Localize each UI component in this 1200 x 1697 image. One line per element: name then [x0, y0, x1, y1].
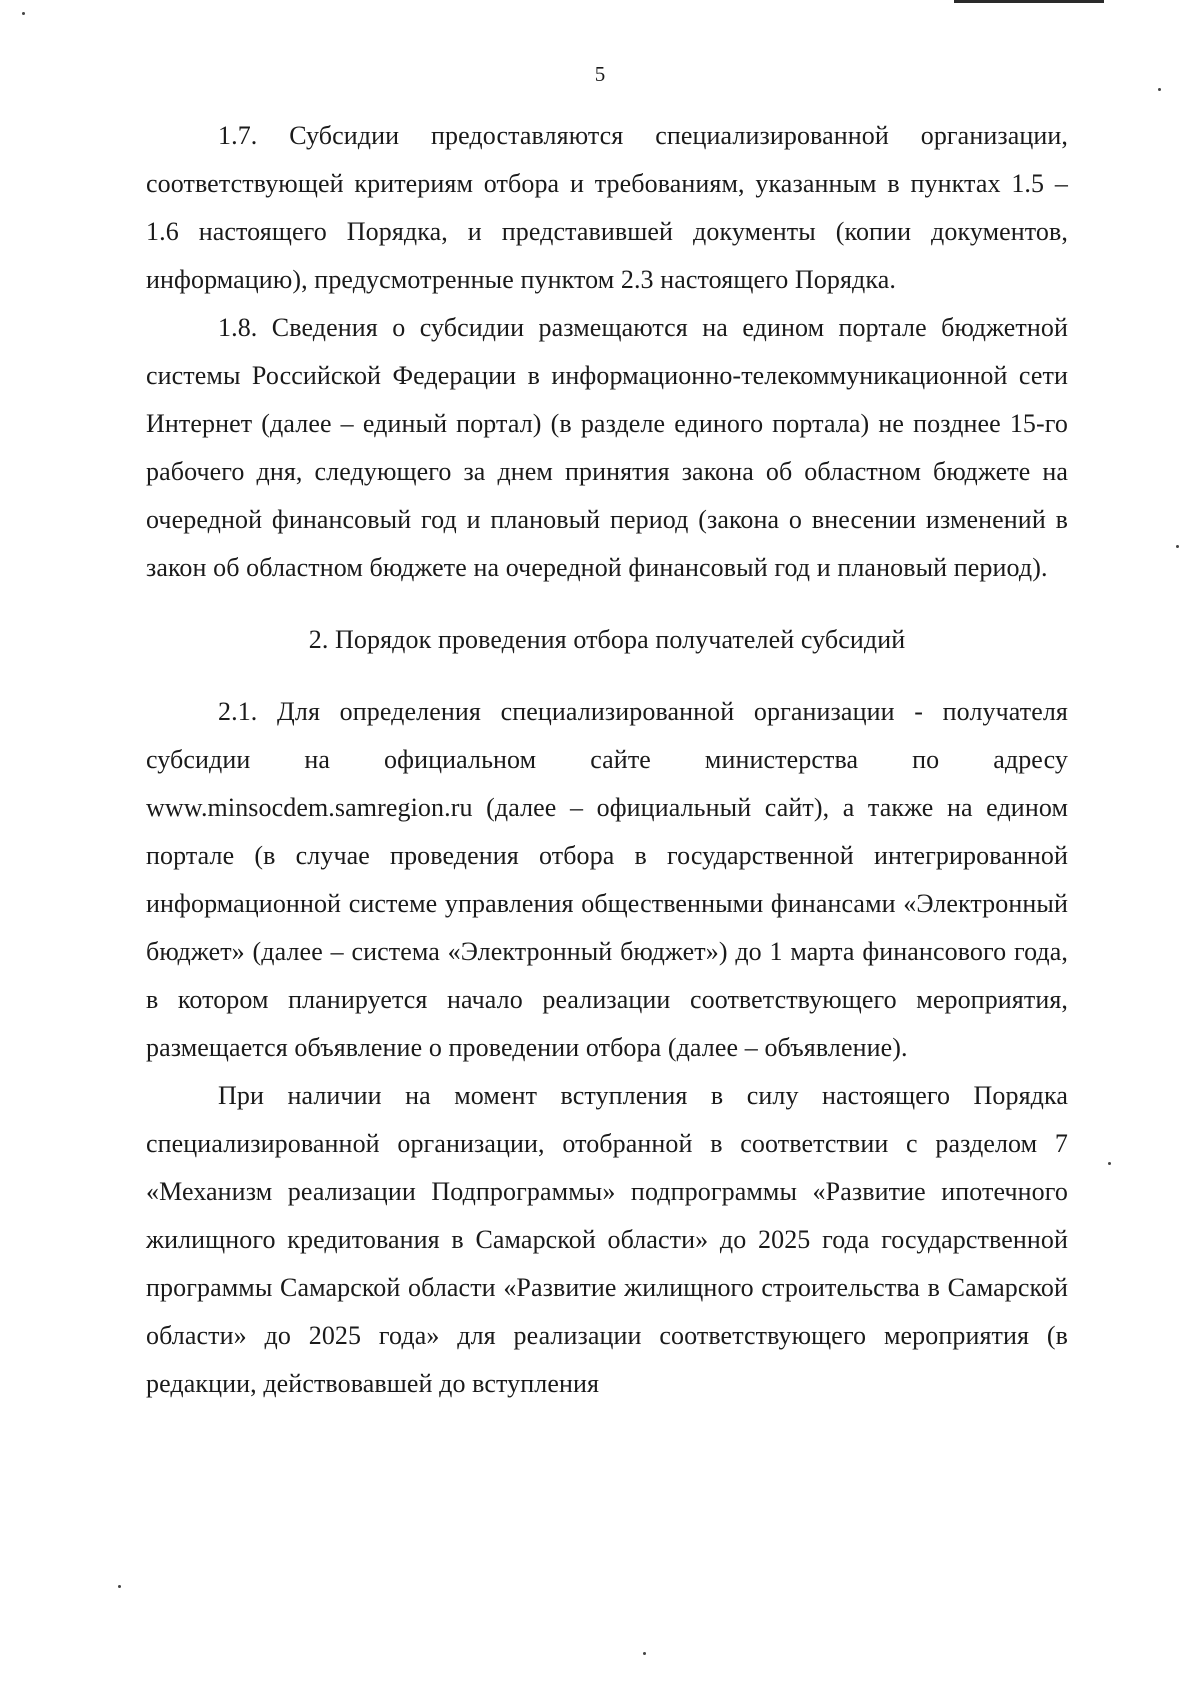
page-number: 5: [594, 62, 606, 86]
document-body: [146, 112, 1068, 1408]
section-2-heading: 2. Порядок проведения отбора получателей субсидий: [308, 625, 906, 654]
paragraph-2-1: 2.1. Для определения специализированной организации - получателя субсидии на официальном сайте министерства по адресу www.minsocdem.samregion.ru (далее – официальный сайт), а также на едином портале (в случае проведения отбора в государственной интегрированной информационной системе управления общественными финансами «Электронный бюджет» (далее – система «Электронный бюджет») до 1 марта финансового года, в котором планируется начало реализации соответствующего мероприятия, размещается объявление о проведении отбора (далее – объявление).: [146, 697, 1068, 1062]
scan-speck: [22, 12, 25, 15]
scan-speck: [1158, 88, 1161, 91]
paragraph-1-8: 1.8. Сведения о субсидии размещаются на едином портале бюджетной системы Российской Федерации в информационно-телекоммуникационной сети Интернет (далее – единый портал) (в разделе единого портала) не позднее 15-го рабочего дня, следующего за днем принятия закона об областном бюджете на очередной финансовый год и плановый период (закона о внесении изменений в закон об областном бюджете на очередной финансовый год и плановый период).: [146, 313, 1068, 582]
scan-speck: [643, 1652, 646, 1655]
scan-speck: [1108, 1162, 1111, 1165]
paragraph-1-7: 1.7. Субсидии предоставляются специализированной организации, соответствующей критериям отбора и требованиям, указанным в пунктах 1.5 – 1.6 настоящего Порядка, и представившей документы (копии документов, информацию), предусмотренные пунктом 2.3 настоящего Порядка.: [146, 121, 1068, 294]
paragraph-2-1-continued: При наличии на момент вступления в силу настоящего Порядка специализированной организации, отобранной в соответствии с разделом 7 «Механизм реализации Подпрограммы» подпрограммы «Развитие ипотечного жилищного кредитования в Самарской области» до 2025 года государственной программы Самарской области «Развитие жилищного строительства в Самарской области» до 2025 года» для реализации соответствующего мероприятия (в редакции, действовавшей до вступления: [146, 1081, 1068, 1398]
top-edge-rule: [954, 0, 1104, 3]
scan-speck: [118, 1585, 121, 1588]
scan-speck: [1176, 545, 1179, 548]
